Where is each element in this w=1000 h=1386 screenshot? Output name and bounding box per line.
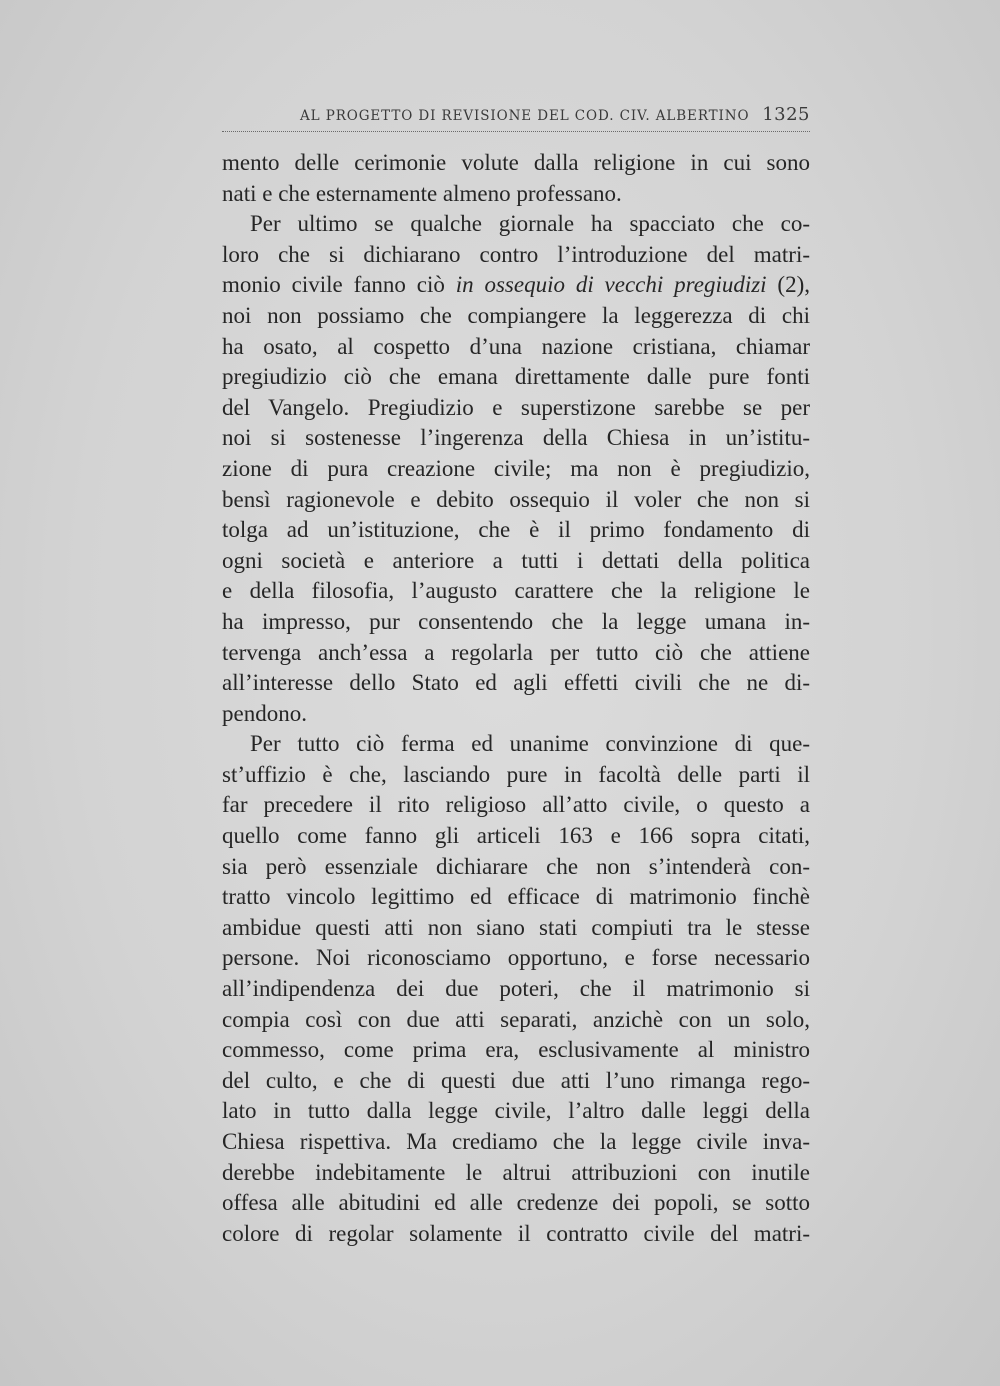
text-line: far precedere il rito religioso all’atto civile, o questo a bbox=[222, 792, 810, 818]
text-line: loro che si dichiarano contro l’introduzione del matri- bbox=[222, 241, 810, 267]
text-line: ha impresso, pur consentendo che la legge umana in- bbox=[222, 608, 810, 634]
text-line: tervenga anch’essa a regolarla per tutto ciò che attiene bbox=[222, 639, 810, 665]
text-line: sia però essenziale dichiarare che non s’intenderà con- bbox=[222, 853, 810, 879]
text-line: noi si sostenesse l’ingerenza della Chiesa in un’istitu- bbox=[222, 425, 810, 451]
text-line: pendono. bbox=[222, 700, 307, 726]
text-line: offesa alle abitudini ed alle credenze dei popoli, se sotto bbox=[222, 1190, 810, 1216]
text-segment: monio civile fanno ciò bbox=[222, 272, 456, 298]
text-line: ambidue questi atti non siano stati compiuti tra le stesse bbox=[222, 914, 810, 940]
text-line: del Vangelo. Pregiudizio e superstizone sarebbe se per bbox=[222, 394, 810, 420]
text-line: ha osato, al cospetto d’una nazione cristiana, chiamar bbox=[222, 333, 810, 359]
text-line: nati e che esternamente almeno professano. bbox=[222, 180, 622, 206]
text-line: compia così con due atti separati, anzichè con un solo, bbox=[222, 1006, 810, 1032]
text-line: noi non possiamo che compiangere la leggerezza di chi bbox=[222, 302, 810, 328]
text-line: lato in tutto dalla legge civile, l’altro dalle leggi della bbox=[222, 1098, 810, 1124]
running-title: AL PROGETTO DI REVISIONE DEL COD. CIV. ALBERTINO bbox=[300, 108, 750, 124]
text-line: pregiudizio ciò che emana direttamente dalle pure fonti bbox=[222, 364, 810, 390]
header-rule bbox=[222, 131, 810, 132]
text-line: mento delle cerimonie volute dalla religione in cui sono bbox=[222, 150, 810, 175]
text-line: del culto, e che di questi due atti l’uno rimanga rego- bbox=[222, 1067, 810, 1093]
text-line: tratto vincolo legittimo ed efficace di matrimonio finchè bbox=[222, 884, 810, 910]
text-line: Per tutto ciò ferma ed unanime convinzione di que- bbox=[250, 731, 810, 757]
text-line: ogni società e anteriore a tutti i dettati della politica bbox=[222, 547, 810, 573]
body-text bbox=[222, 148, 810, 1249]
text-line: Chiesa rispettiva. Ma crediamo che la legge civile inva- bbox=[222, 1129, 810, 1154]
text-line: bensì ragionevole e debito ossequio il voler che non si bbox=[222, 486, 810, 512]
text-segment: (2), bbox=[766, 272, 810, 298]
page-number: 1325 bbox=[762, 104, 810, 125]
running-header bbox=[300, 104, 810, 130]
text-line: all’interesse dello Stato ed agli effetti civili che ne di- bbox=[222, 670, 810, 696]
italic-phrase: in ossequio di vecchi pregiudizi bbox=[455, 272, 767, 298]
text-line: colore di regolar solamente il contratto civile del matri- bbox=[222, 1220, 810, 1246]
text-line: commesso, come prima era, esclusivamente al ministro bbox=[222, 1037, 810, 1063]
text-line: quello come fanno gli articeli 163 e 166 sopra citati, bbox=[222, 823, 810, 849]
text-line: e della filosofia, l’augusto carattere che la religione le bbox=[222, 578, 810, 604]
text-line: derebbe indebitamente le altrui attribuzioni con inutile bbox=[222, 1159, 810, 1185]
text-line: all’indipendenza dei due poteri, che il matrimonio si bbox=[222, 976, 810, 1002]
text-line: zione di pura creazione civile; ma non è pregiudizio, bbox=[222, 455, 810, 481]
text-line: st’uffizio è che, lasciando pure in facoltà delle parti il bbox=[222, 761, 810, 787]
text-line bbox=[222, 270, 810, 301]
text-line: Per ultimo se qualche giornale ha spacciato che co- bbox=[250, 211, 810, 237]
text-line: persone. Noi riconosciamo opportuno, e forse necessario bbox=[222, 945, 810, 971]
text-line: tolga ad un’istituzione, che è il primo fondamento di bbox=[222, 517, 810, 543]
